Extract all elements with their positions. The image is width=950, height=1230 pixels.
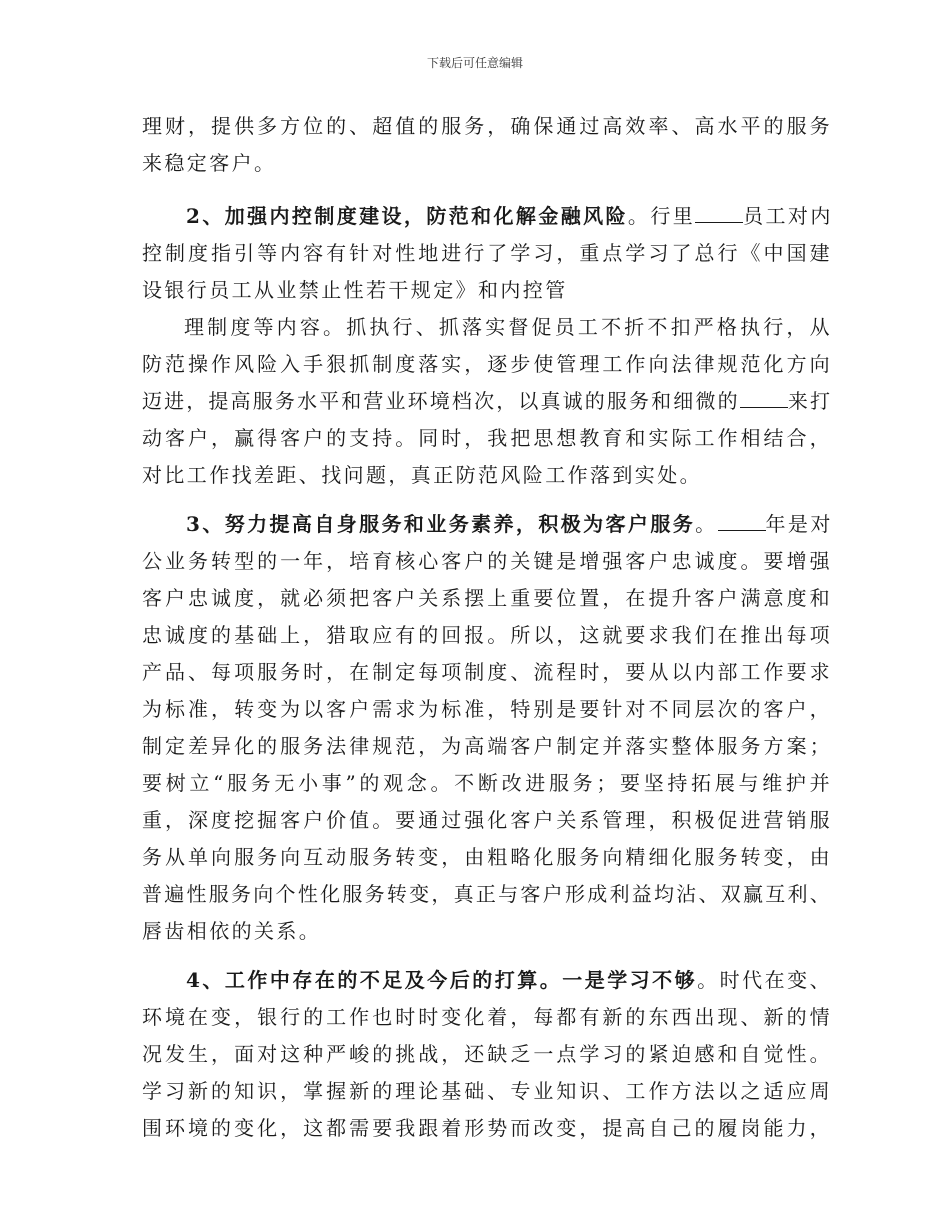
text-line: 公业务转型的一年，培育核心客户的关键是增强客户忠诚度。要增强 [142,549,832,573]
text-span: 。行里 [627,204,696,228]
text-line: 动客户，赢得客户的支持。同时，我把思想教育和实际工作相结合， [142,426,832,450]
text-line: 理制度等内容。抓执行、抓落实督促员工不折不扣严格执行，从 [184,315,832,339]
text-line: 忠诚度的基础上，猎取应有的回报。所以，这就要求我们在推出每项 [142,623,832,647]
section-2-heading: 2、加强内控制度建设，防范和化解金融风险 [186,204,628,228]
text-line: 况发生，面对这种严峻的挑战，还缺乏一点学习的紧迫感和自觉性。 [142,1042,832,1066]
section-3-heading: 3、努力提高自身服务和业务素养，积极为客户服务 [186,512,696,536]
text-line [142,383,832,420]
text-line: 环境在变，银行的工作也时时变化着，每都有新的东西出现、新的情 [142,1005,832,1029]
section-4-heading: 4、工作中存在的不足及今后的打算。一是学习不够 [186,968,698,992]
text-span: 年是对 [765,512,833,536]
text-span: 。 [695,512,718,536]
text-line: 理财，提供多方位的、超值的服务，确保通过高效率、高水平的服务 [142,114,832,138]
text-span: 员工对内 [743,204,833,228]
text-line: 控制度指引等内容有针对性地进行了学习，重点学习了总行《中国建 [142,241,832,265]
section-4-heading-line [142,962,832,999]
text-line: 客户忠诚度，就必须把客户关系摆上重要位置，在提升客户满意度和 [142,586,832,610]
blank-underline [740,389,788,408]
text-line: 制定差异化的服务法律规范，为高端客户制定并落实整体服务方案； [142,734,832,758]
text-span: 迈进，提高服务水平和营业环境档次，以真诚的服务和细微的 [142,389,740,413]
blank-underline [695,204,743,223]
text-span: 来打 [787,389,833,413]
blank-underline [718,512,766,531]
text-line: 为标准，转变为以客户需求为标准，特别是要针对不同层次的客户， [142,697,832,721]
text-line: 要树立“服务无小事”的观念。不断改进服务；要坚持拓展与维护并 [142,771,832,795]
text-line: 务从单向服务向互动服务转变，由粗略化服务向精细化服务转变，由 [142,845,832,869]
text-line: 唇齿相依的关系。 [142,919,322,943]
text-line: 普遍性服务向个性化服务转变，真正与客户形成利益均沾、双赢互利、 [142,882,832,906]
text-line: 围环境的变化，这都需要我跟着形势而改变，提高自己的履岗能力， [142,1116,832,1140]
text-line: 防范操作风险入手狠抓制度落实，逐步使管理工作向法律规范化方向 [142,352,832,376]
text-line: 产品、每项服务时，在制定每项制度、流程时，要从以内部工作要求 [142,660,832,684]
text-line: 来稳定客户。 [142,151,277,175]
document-body [142,108,832,1147]
text-span: 。时代在变、 [697,968,832,992]
section-3-heading-line [142,506,832,543]
section-2-heading-line [142,198,832,235]
page-header: 下载后可任意编辑 [426,56,523,70]
text-line: 设银行员工从业禁止性若干规定》和内控管 [142,278,568,302]
text-line: 学习新的知识，掌握新的理论基础、专业知识、工作方法以之适应周 [142,1079,832,1103]
text-line: 对比工作找差距、找问题，真正防范风险工作落到实处。 [142,463,702,487]
text-line: 重，深度挖掘客户价值。要通过强化客户关系管理，积极促进营销服 [142,808,832,832]
